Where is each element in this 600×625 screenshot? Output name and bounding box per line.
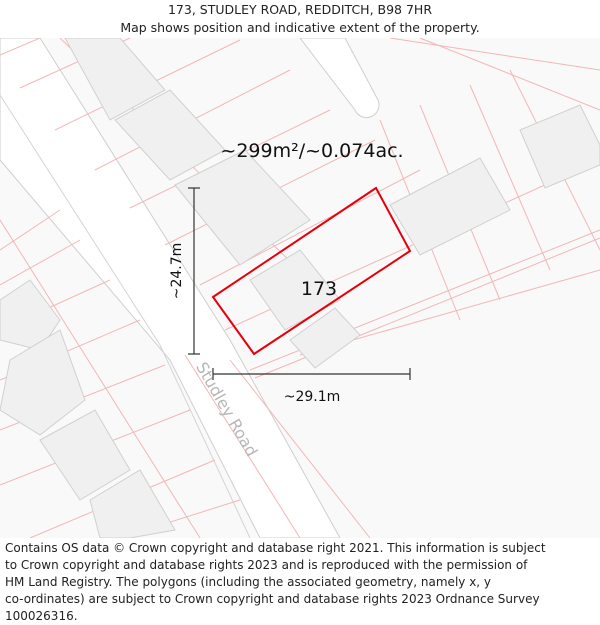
copyright-line-2: to Crown copyright and database rights 2023 and is reproduced with the permission of: [5, 558, 528, 572]
map-canvas: [0, 38, 600, 538]
copyright-notice: [5, 540, 595, 625]
map-header: [0, 0, 600, 39]
height-label: ~24.7m: [169, 242, 185, 300]
plot-number-label: 173: [300, 278, 338, 300]
copyright-line-3: HM Land Registry. The polygons (including the associated geometry, namely x, y: [5, 575, 492, 589]
copyright-line-4: co-ordinates) are subject to Crown copyright and database rights 2023 Ordnance Survey: [5, 592, 540, 606]
area-label: ~299m²/~0.074ac.: [220, 140, 404, 162]
property-address-title: 173, STUDLEY ROAD, REDDITCH, B98 7HR: [167, 2, 433, 17]
copyright-line-1: Contains OS data © Crown copyright and database right 2021. This information is subject: [5, 541, 546, 555]
property-map[interactable]: [0, 38, 600, 538]
width-label: ~29.1m: [283, 389, 341, 405]
road-name-label: Studley Road: [192, 358, 262, 460]
copyright-line-5: 100026316.: [5, 609, 78, 623]
map-subtitle: Map shows position and indicative extent of the property.: [120, 20, 480, 35]
